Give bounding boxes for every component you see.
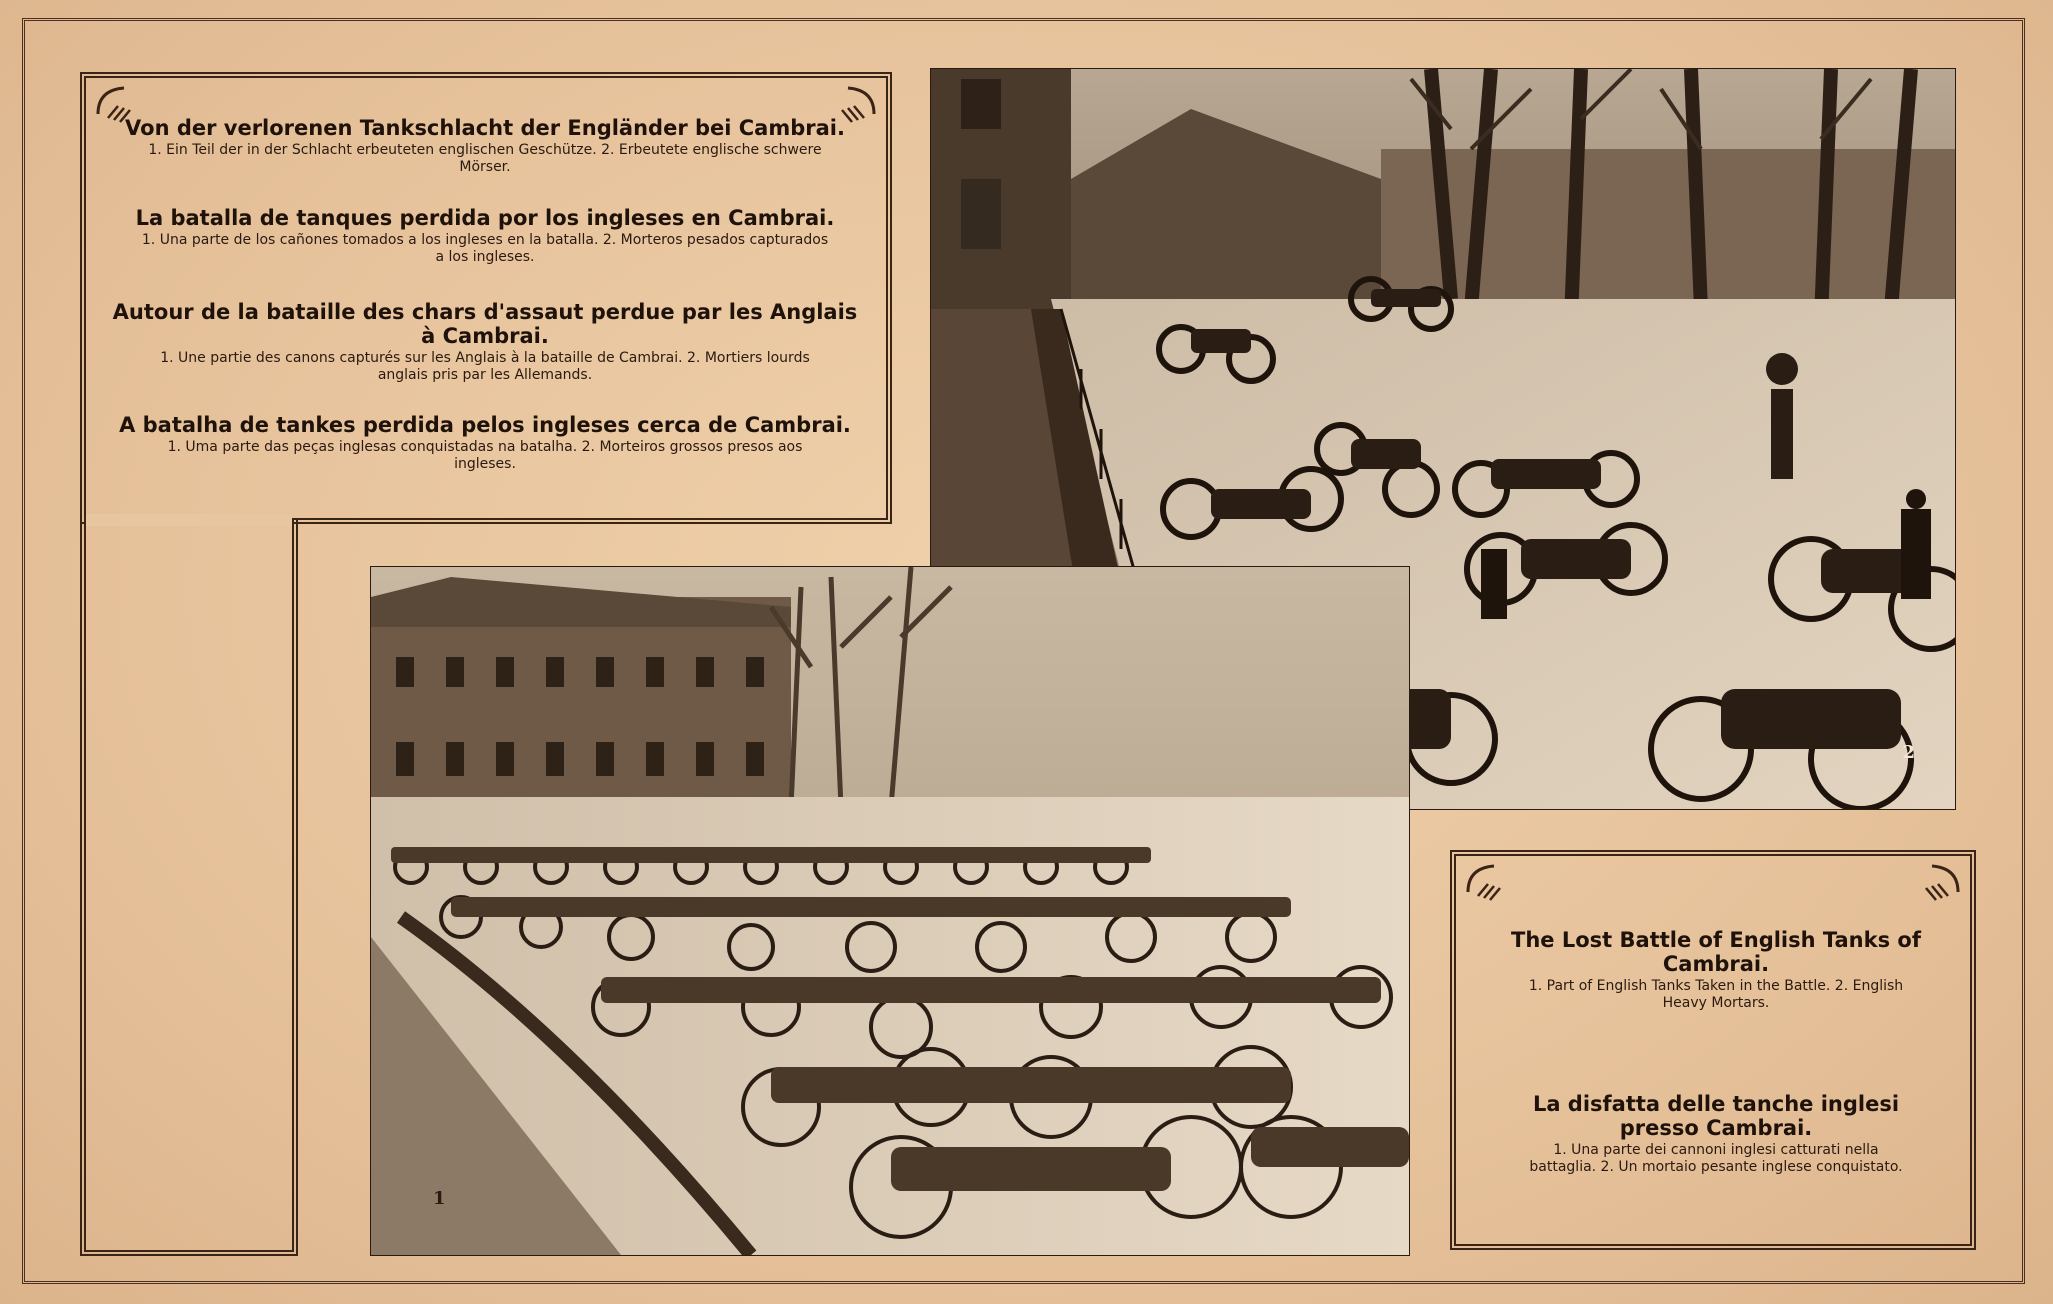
photo-1-number: 1 [433, 1188, 446, 1209]
photo-guns-image [371, 567, 1409, 1255]
portuguese-caption: 1. Uma parte das peças inglesas conquistadas na batalha. 2. Morteiros grossos presos aos ingleses. [167, 439, 803, 472]
english-italian-frame [1450, 850, 1976, 1250]
text-frame-stem [80, 518, 298, 1256]
german-caption-block [110, 116, 860, 176]
english-title: The Lost Battle of English Tanks of Cambrai. [1511, 928, 1921, 976]
german-caption: 1. Ein Teil der in der Schlacht erbeuteten englischen Geschütze. 2. Erbeutete englische schwere Mörser. [148, 142, 822, 175]
italian-caption-block [1496, 1092, 1936, 1176]
spanish-title: La batalla de tanques perdida por los ingleses en Cambrai. [135, 206, 835, 230]
german-title: Von der verlorenen Tankschlacht der Engländer bei Cambrai. [125, 116, 845, 140]
corner-ornament-icon [1464, 862, 1508, 906]
english-caption: 1. Part of English Tanks Taken in the Battle. 2. English Heavy Mortars. [1528, 978, 1904, 1011]
spanish-caption: 1. Una parte de los cañones tomados a los ingleses en la batalla. 2. Morteros pesados capturados a los ingleses. [141, 232, 829, 265]
spanish-caption-block [110, 206, 860, 266]
portuguese-title: A batalha de tankes perdida pelos ingleses cerca de Cambrai. [119, 413, 851, 437]
french-caption: 1. Une partie des canons capturés sur les Anglais à la bataille de Cambrai. 2. Mortiers lourds anglais pris par les Allemands. [160, 350, 810, 383]
english-caption-block [1496, 928, 1936, 1012]
photo-2-number: 2 [1902, 742, 1915, 763]
corner-ornament-icon [1918, 862, 1962, 906]
photo-captured-guns [370, 566, 1410, 1256]
portuguese-caption-block [110, 413, 860, 473]
french-title: Autour de la bataille des chars d'assaut perdue par les Anglais à Cambrai. [112, 300, 858, 348]
french-caption-block [110, 300, 860, 384]
italian-caption: 1. Una parte dei cannoni inglesi catturati nella battaglia. 2. Un mortaio pesante inglese conquistato. [1529, 1142, 1903, 1175]
italian-title: La disfatta delle tanche inglesi presso Cambrai. [1532, 1092, 1900, 1140]
frame-join [86, 514, 292, 526]
